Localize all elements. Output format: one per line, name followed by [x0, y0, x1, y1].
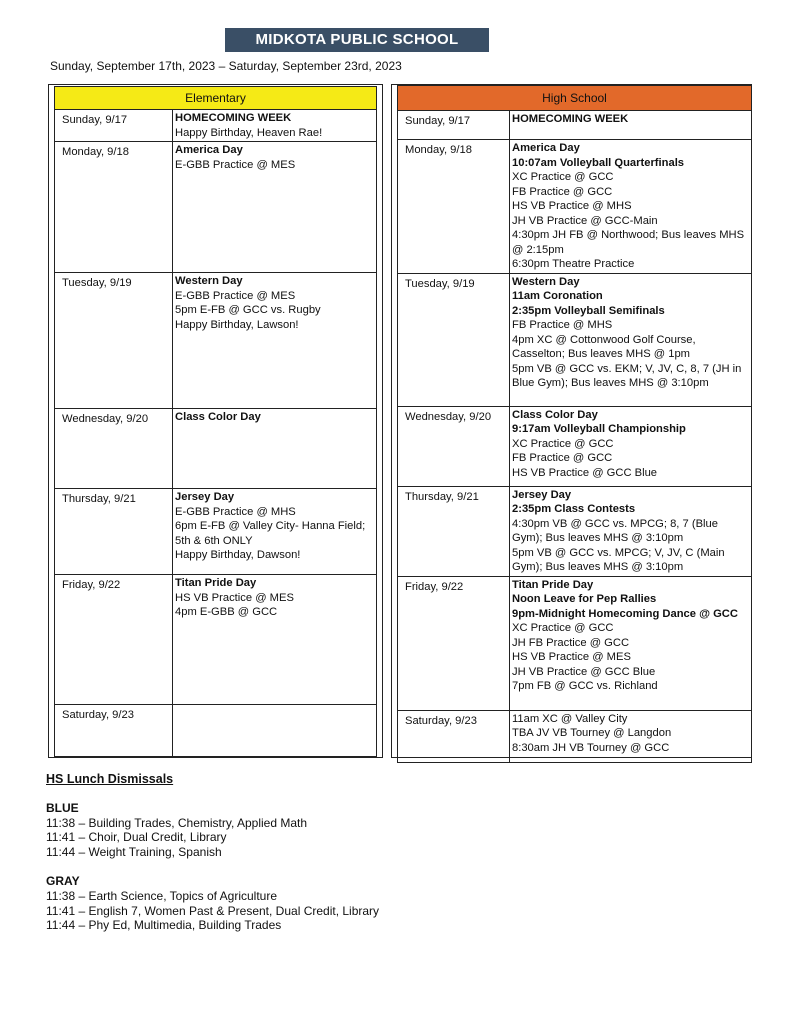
- event-line: Class Color Day: [512, 408, 598, 421]
- event-line: 6pm E-FB @ Valley City- Hanna Field; 5th & 6th ONLY: [175, 520, 366, 547]
- event-line: Noon Leave for Pep Rallies: [512, 593, 657, 605]
- day-cell: Friday, 9/22: [55, 575, 173, 705]
- day-cell: Wednesday, 9/20: [398, 406, 510, 486]
- day-cell: Sunday, 9/17: [398, 111, 510, 140]
- day-cell: Saturday, 9/23: [398, 710, 510, 762]
- day-cell: Friday, 9/22: [398, 576, 510, 710]
- events-cell: [173, 273, 377, 409]
- events-cell: [173, 409, 377, 489]
- event-line: JH VB Practice @ GCC-Main: [512, 214, 658, 227]
- lunch-group-name: GRAY: [46, 873, 80, 888]
- event-line: Jersey Day: [512, 488, 572, 501]
- event-line: 2:35pm Volleyball Semifinals: [512, 304, 665, 317]
- table-row: [55, 705, 377, 757]
- table-row: [398, 273, 752, 406]
- event-line: 9pm-Midnight Homecoming Dance @ GCC: [512, 607, 738, 620]
- event-line: FB Practice @ GCC: [512, 452, 613, 464]
- event-line: Happy Birthday, Lawson!: [175, 318, 299, 331]
- lunch-group-name: BLUE: [46, 800, 79, 815]
- event-line: 5pm VB @ GCC vs. EKM; V, JV, C, 8, 7 (JH in Blue Gym); Bus leaves MHS @ 3:10pm: [512, 362, 742, 389]
- event-line: 5pm VB @ GCC vs. MPCG; V, JV, C (Main Gym); Bus leaves MHS @ 3:10pm: [512, 546, 725, 573]
- event-line: FB Practice @ GCC: [512, 185, 613, 198]
- event-line: HOMECOMING WEEK: [512, 113, 629, 125]
- events-cell: [173, 110, 377, 142]
- table-row: [398, 140, 752, 274]
- day-cell: Tuesday, 9/19: [398, 273, 510, 406]
- events-cell: [510, 486, 752, 576]
- table-row: [398, 486, 752, 576]
- day-cell: Wednesday, 9/20: [55, 409, 173, 489]
- event-line: E-GBB Practice @ MHS: [175, 505, 296, 518]
- event-line: TBA JV VB Tourney @ Langdon: [512, 727, 672, 739]
- event-line: 11am Coronation: [512, 290, 603, 302]
- table-row: [55, 409, 377, 489]
- event-line: 7pm FB @ GCC vs. Richland: [512, 680, 658, 692]
- high-school-schedule-table: [397, 85, 752, 763]
- events-cell: [173, 142, 377, 273]
- lunch-item: 11:41 – English 7, Women Past & Present, Dual Credit, Library: [46, 903, 380, 918]
- event-line: HS VB Practice @ MES: [512, 651, 631, 663]
- lunch-dismissals-title: HS Lunch Dismissals: [46, 772, 174, 786]
- events-cell: [173, 575, 377, 705]
- date-range: Sunday, September 17th, 2023 – Saturday, September 23rd, 2023: [50, 59, 402, 73]
- event-line: XC Practice @ GCC: [512, 171, 614, 183]
- day-cell: Sunday, 9/17: [55, 110, 173, 142]
- lunch-item: 11:44 – Phy Ed, Multimedia, Building Trades: [46, 918, 282, 933]
- lunch-item: 11:38 – Building Trades, Chemistry, Applied Math: [46, 815, 308, 830]
- table-row: [398, 111, 752, 140]
- elementary-schedule-table: [54, 86, 377, 757]
- event-line: JH VB Practice @ GCC Blue: [512, 665, 656, 678]
- table-row: [55, 142, 377, 273]
- events-cell: [173, 705, 377, 757]
- event-line: FB Practice @ MHS: [512, 319, 613, 331]
- event-line: HOMECOMING WEEK: [175, 112, 292, 124]
- event-line: 6:30pm Theatre Practice: [512, 258, 635, 270]
- events-cell: [173, 489, 377, 575]
- table-row: [55, 110, 377, 142]
- event-line: XC Practice @ GCC: [512, 437, 614, 450]
- day-cell: Tuesday, 9/19: [55, 273, 173, 409]
- events-cell: [510, 111, 752, 140]
- events-cell: [510, 140, 752, 274]
- event-line: HS VB Practice @ MES: [175, 591, 294, 604]
- event-line: 4pm E-GBB @ GCC: [175, 606, 278, 618]
- high-school-header: High School: [398, 86, 752, 111]
- event-line: 4:30pm JH FB @ Northwood; Bus leaves MHS @ 2:15pm: [512, 229, 745, 256]
- event-line: Jersey Day: [175, 491, 235, 503]
- event-line: E-GBB Practice @ MES: [175, 289, 296, 302]
- lunch-item: 11:44 – Weight Training, Spanish: [46, 845, 222, 860]
- day-cell: Monday, 9/18: [398, 140, 510, 274]
- event-line: Western Day: [512, 275, 580, 288]
- event-line: Happy Birthday, Heaven Rae!: [175, 126, 323, 139]
- table-row: [55, 489, 377, 575]
- table-row: [55, 575, 377, 705]
- table-row: [398, 406, 752, 486]
- events-cell: [510, 406, 752, 486]
- lunch-dismissals-section: [46, 772, 379, 933]
- event-line: E-GBB Practice @ MES: [175, 158, 296, 171]
- event-line: 2:35pm Class Contests: [512, 503, 636, 515]
- day-cell: Thursday, 9/21: [398, 486, 510, 576]
- event-line: 4:30pm VB @ GCC vs. MPCG; 8, 7 (Blue Gym); Bus leaves MHS @ 3:10pm: [512, 517, 718, 544]
- event-line: Happy Birthday, Dawson!: [175, 549, 301, 561]
- event-line: 10:07am Volleyball Quarterfinals: [512, 156, 685, 169]
- day-cell: Monday, 9/18: [55, 142, 173, 273]
- table-row: [398, 710, 752, 762]
- event-line: Titan Pride Day: [512, 578, 594, 591]
- lunch-item: 11:38 – Earth Science, Topics of Agriculture: [46, 888, 278, 903]
- event-line: HS VB Practice @ GCC Blue: [512, 466, 658, 479]
- events-cell: [510, 576, 752, 710]
- events-cell: [510, 710, 752, 762]
- day-cell: Saturday, 9/23: [55, 705, 173, 757]
- event-line: JH FB Practice @ GCC: [512, 636, 630, 649]
- elementary-header: Elementary: [55, 87, 377, 110]
- event-line: America Day: [175, 144, 243, 156]
- events-cell: [510, 273, 752, 406]
- event-line: Class Color Day: [175, 411, 261, 423]
- event-line: 9:17am Volleyball Championship: [512, 423, 686, 435]
- event-line: 5pm E-FB @ GCC vs. Rugby: [175, 304, 321, 316]
- day-cell: Thursday, 9/21: [55, 489, 173, 575]
- event-line: 4pm XC @ Cottonwood Golf Course, Casselton; Bus leaves MHS @ 1pm: [512, 333, 696, 360]
- event-line: Titan Pride Day: [175, 577, 257, 589]
- lunch-item: 11:41 – Choir, Dual Credit, Library: [46, 830, 227, 845]
- event-line: Western Day: [175, 275, 243, 287]
- event-line: 8:30am JH VB Tourney @ GCC: [512, 741, 670, 754]
- event-line: America Day: [512, 142, 580, 154]
- table-row: [55, 273, 377, 409]
- event-line: HS VB Practice @ MHS: [512, 200, 632, 212]
- school-title-banner: MIDKOTA PUBLIC SCHOOL: [225, 28, 489, 52]
- event-line: 11am XC @ Valley City: [512, 712, 628, 725]
- table-row: [398, 576, 752, 710]
- event-line: XC Practice @ GCC: [512, 622, 614, 634]
